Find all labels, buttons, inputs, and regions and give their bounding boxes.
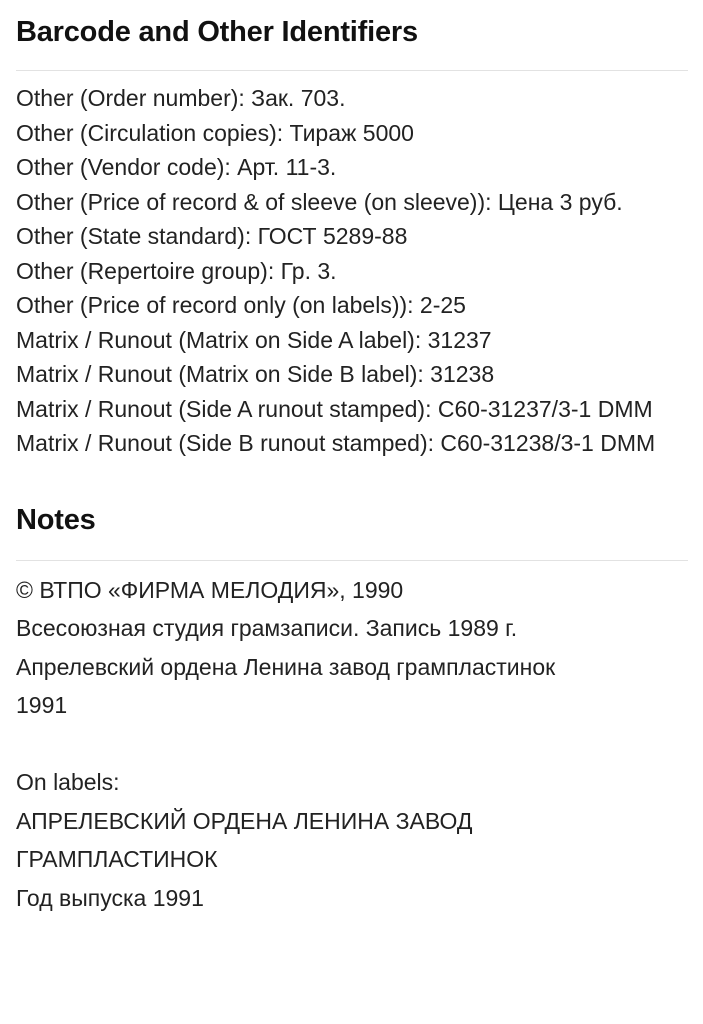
identifier-item: Matrix / Runout (Matrix on Side A label): 31237 (16, 326, 492, 353)
notes-line: АПРЕЛЕВСКИЙ ОРДЕНА ЛЕНИНА ЗАВОД (16, 807, 473, 834)
identifier-item: Matrix / Runout (Side A runout stamped): С60-31237/3-1 DMM (16, 395, 653, 422)
identifier-item: Matrix / Runout (Matrix on Side B label): 31238 (16, 361, 495, 387)
notes-body (16, 561, 688, 918)
identifier-item: Other (Circulation copies): Тираж 5000 (16, 119, 414, 146)
identifier-item: Other (Vendor code): Арт. 11-3. (16, 154, 337, 180)
identifier-item: Other (State standard): ГОСТ 5289-88 (16, 223, 408, 249)
notes-blank-line (16, 725, 688, 764)
barcode-section-title: Barcode and Other Identifiers (16, 16, 418, 48)
notes-line: Апрелевский ордена Ленина завод грампластинок (16, 653, 556, 680)
notes-line: On labels: (16, 769, 120, 795)
notes-line: © ВТПО «ФИРМА МЕЛОДИЯ», 1990 (16, 576, 404, 603)
identifier-item: Other (Price of record only (on labels)): 2-25 (16, 292, 466, 318)
notes-line: ГРАМПЛАСТИНОК (16, 846, 218, 872)
barcode-section (16, 0, 687, 462)
notes-line: Год выпуска 1991 (16, 884, 204, 911)
identifier-item: Matrix / Runout (Side B runout stamped): С60-31238/3-1 DMM (16, 430, 656, 456)
identifier-list (16, 71, 687, 462)
notes-section-title: Notes (16, 503, 96, 536)
identifier-item: Other (Repertoire group): Гр. 3. (16, 257, 337, 284)
notes-line: Всесоюзная студия грамзаписи. Запись 1989 г. (16, 615, 518, 641)
notes-line: 1991 (16, 692, 68, 718)
identifier-item: Other (Price of record & of sleeve (on sleeve)): Цена 3 руб. (16, 188, 623, 215)
identifier-item: Other (Order number): Зак. 703. (16, 85, 346, 111)
notes-section (16, 500, 687, 918)
